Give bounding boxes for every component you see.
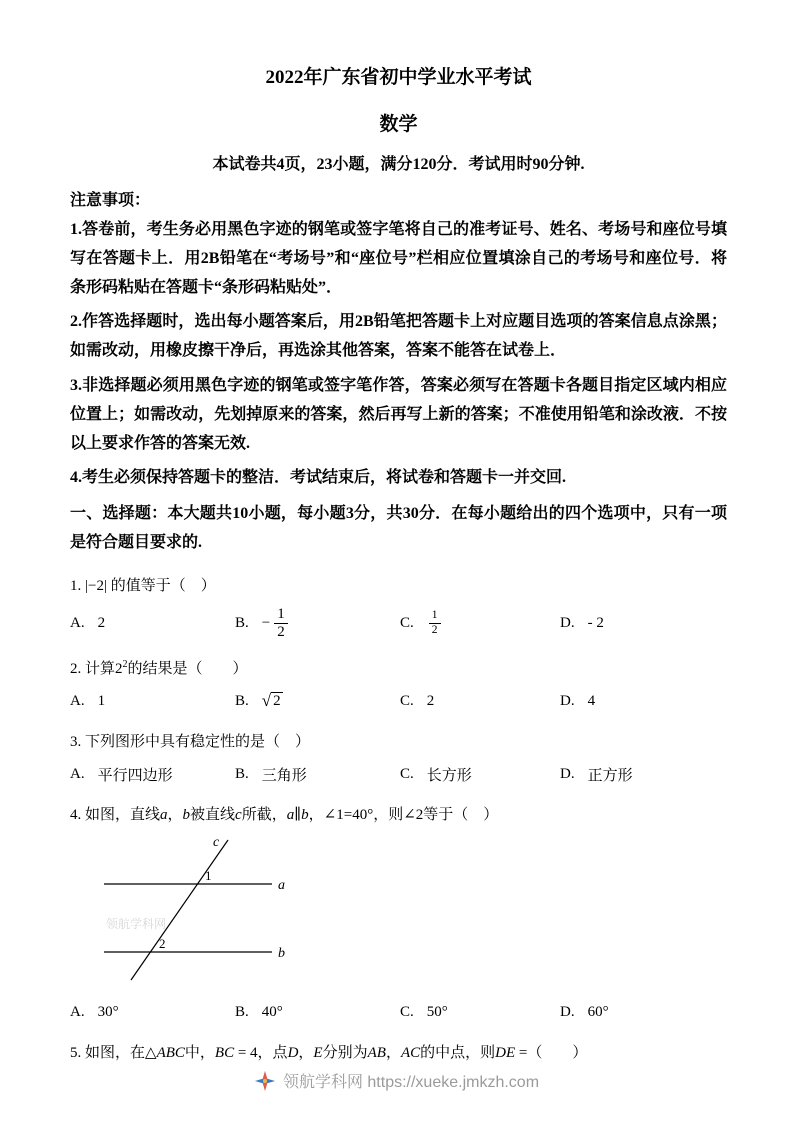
text-segment: ，: [385, 1045, 401, 1062]
exam-title: 2022年广东省初中学业水平考试: [265, 67, 532, 88]
text-segment: = 4，点: [234, 1045, 288, 1062]
option-label: A.: [70, 1003, 85, 1020]
math-italic: AC: [400, 1045, 421, 1062]
q3-stem: 3. 下列图形中具有稳定性的是（ ）: [70, 734, 311, 751]
math-italic: ABC: [156, 1045, 185, 1062]
option-label: B.: [235, 692, 249, 709]
q4-option-a: [70, 1004, 235, 1021]
option-value: 长方形: [426, 767, 472, 784]
math-italic: b: [182, 807, 191, 824]
option-value: 2: [426, 692, 435, 709]
q1-stem: 1. |−2| 的值等于（ ）: [70, 578, 216, 595]
fraction: [272, 606, 290, 640]
site-logo-icon: [254, 1070, 276, 1092]
notice-heading: 注意事项：: [70, 192, 151, 209]
q2-stem: [70, 657, 727, 678]
math-italic: a: [286, 807, 295, 824]
text-segment: 5. 如图，在: [70, 1045, 146, 1062]
option-label: B.: [235, 1003, 249, 1020]
q3-option-b: [235, 764, 400, 785]
figure-watermark: 领航学科网: [106, 917, 167, 932]
q1-option-a: [70, 615, 235, 632]
text-segment: =（ ）: [515, 1045, 588, 1062]
option-label: D.: [560, 765, 575, 782]
option-value: 1: [97, 692, 106, 709]
option-value: - 2: [587, 614, 604, 631]
option-label: A.: [70, 692, 85, 709]
q3-option-c: [400, 764, 560, 785]
option-value: 4: [587, 692, 596, 709]
q4-option-d: [560, 1004, 727, 1021]
text-segment: 被直线: [190, 807, 236, 824]
option-label: C.: [400, 1003, 414, 1020]
angle-2-label: 2: [159, 936, 166, 952]
minus-sign: −: [261, 614, 271, 631]
option-label: B.: [235, 765, 249, 782]
text-segment: ，∠1=40°，则∠2等于（ ）: [308, 807, 499, 824]
option-label: C.: [400, 765, 414, 782]
exam-info: 本试卷共4页，23小题，满分120分．考试用时90分钟.: [212, 156, 585, 173]
q1-option-c: [400, 609, 560, 636]
math-italic: c: [235, 807, 242, 824]
text-segment: 所截，: [241, 807, 287, 824]
option-label: C.: [400, 614, 414, 631]
q4-options: [70, 1000, 727, 1024]
math-italic: b: [301, 807, 309, 824]
option-value: 30°: [97, 1003, 119, 1020]
q3-option-a: [70, 764, 235, 785]
text-segment: ，: [167, 807, 183, 824]
text-segment: ，: [298, 1045, 314, 1062]
text-segment: 分别为: [322, 1045, 368, 1062]
q2-options: [70, 689, 727, 713]
option-value: 50°: [426, 1003, 448, 1020]
q1-options: [70, 606, 727, 640]
radical-sign: √: [261, 691, 272, 711]
q4-option-b: [235, 1004, 400, 1021]
option-value: 三角形: [261, 767, 307, 784]
option-value: 平行四边形: [97, 767, 173, 784]
q2-option-b: [235, 692, 400, 710]
math-italic: BC: [214, 1045, 235, 1062]
exam-subject: 数学: [379, 114, 418, 135]
q3-options: [70, 762, 727, 786]
stem-text: 的结果是（ ）: [127, 661, 248, 678]
q4-parallel-lines-figure: [76, 832, 306, 984]
option-label: C.: [400, 692, 414, 709]
sqrt-expression: [262, 692, 283, 710]
angle-1-label: 1: [205, 868, 212, 884]
q4-option-c: [400, 1004, 560, 1021]
q2-option-a: [70, 693, 235, 710]
site-watermark-footer: [0, 1069, 793, 1092]
text-segment: △: [145, 1045, 157, 1062]
label-c: c: [213, 835, 220, 851]
fraction-numerator: 1: [277, 606, 285, 623]
q4-stem: [70, 803, 727, 824]
q4-figure-container: [76, 832, 727, 989]
notice-item-1: 1.答卷前，考生务必用黑色字迹的钢笔或签字笔将自己的准考证号、姓名、考场号和座位号填写在答题卡上．用2B铅笔在“考场号”和“座位号”栏相应位置填涂自己的考场号和座位号．将条形码粘贴在答题卡“条形码粘贴处”．: [70, 221, 727, 297]
text-segment: 中，: [184, 1045, 215, 1062]
option-label: D.: [560, 692, 575, 709]
q2-option-c: [400, 693, 560, 710]
q2-option-d: [560, 693, 727, 710]
option-value: 40°: [261, 1003, 283, 1020]
stem-text: 2. 计算2: [70, 661, 123, 678]
label-a: a: [278, 878, 285, 894]
fraction: [427, 609, 443, 636]
section1-heading: 一、选择题：本大题共10小题，每小题3分，共30分．在每小题给出的四个选项中，只有一项是符合题目要求的.: [70, 504, 727, 552]
fraction-numerator: 1: [431, 609, 438, 622]
notice-item-3: 3.非选择题必须用黑色字迹的钢笔或签字笔作答，答案必须写在答题卡各题目指定区域内相应位置上；如需改动，先划掉原来的答案，然后再写上新的答案；不准使用铅笔和涂改液．不按以上要求作答的答案无效.: [70, 376, 727, 452]
text-segment: 4. 如图，直线: [70, 807, 161, 824]
fraction-denominator: 2: [274, 623, 288, 641]
option-value: 2: [97, 614, 106, 631]
option-value: 60°: [587, 1003, 609, 1020]
math-italic: D: [287, 1045, 299, 1062]
option-label: A.: [70, 614, 85, 631]
q1-option-d: [560, 615, 727, 632]
option-label: D.: [560, 1003, 575, 1020]
option-label: B.: [235, 614, 249, 631]
option-value: 正方形: [587, 767, 633, 784]
radicand: 2: [273, 693, 281, 710]
option-label: A.: [70, 765, 85, 782]
label-b: b: [278, 946, 285, 962]
text-segment: ∥: [294, 807, 302, 824]
q1-option-b: [235, 606, 400, 640]
q3-option-d: [560, 764, 727, 785]
notice-item-4: 4.考生必须保持答题卡的整洁．考试结束后，将试卷和答题卡一并交回.: [70, 468, 567, 486]
fraction-denominator: 2: [429, 623, 441, 637]
site-watermark-text: 领航学科网 https://xueke.jmkzh.com: [282, 1074, 540, 1091]
option-label: D.: [560, 614, 575, 631]
q5-stem: [70, 1041, 727, 1062]
math-italic: a: [160, 807, 168, 824]
notice-item-2: 2.作答选择题时，选出每小题答案后，用2B铅笔把答题卡上对应题目选项的答案信息点涂黑；如需改动，用橡皮擦干净后，再选涂其他答案，答案不能答在试卷上．: [70, 313, 727, 360]
math-italic: E: [313, 1045, 323, 1062]
exponent: 2: [122, 659, 128, 671]
line-c-transversal: [131, 840, 228, 980]
math-italic: AB: [367, 1045, 386, 1062]
math-italic: DE: [495, 1045, 516, 1062]
text-segment: 的中点，则: [420, 1045, 496, 1062]
